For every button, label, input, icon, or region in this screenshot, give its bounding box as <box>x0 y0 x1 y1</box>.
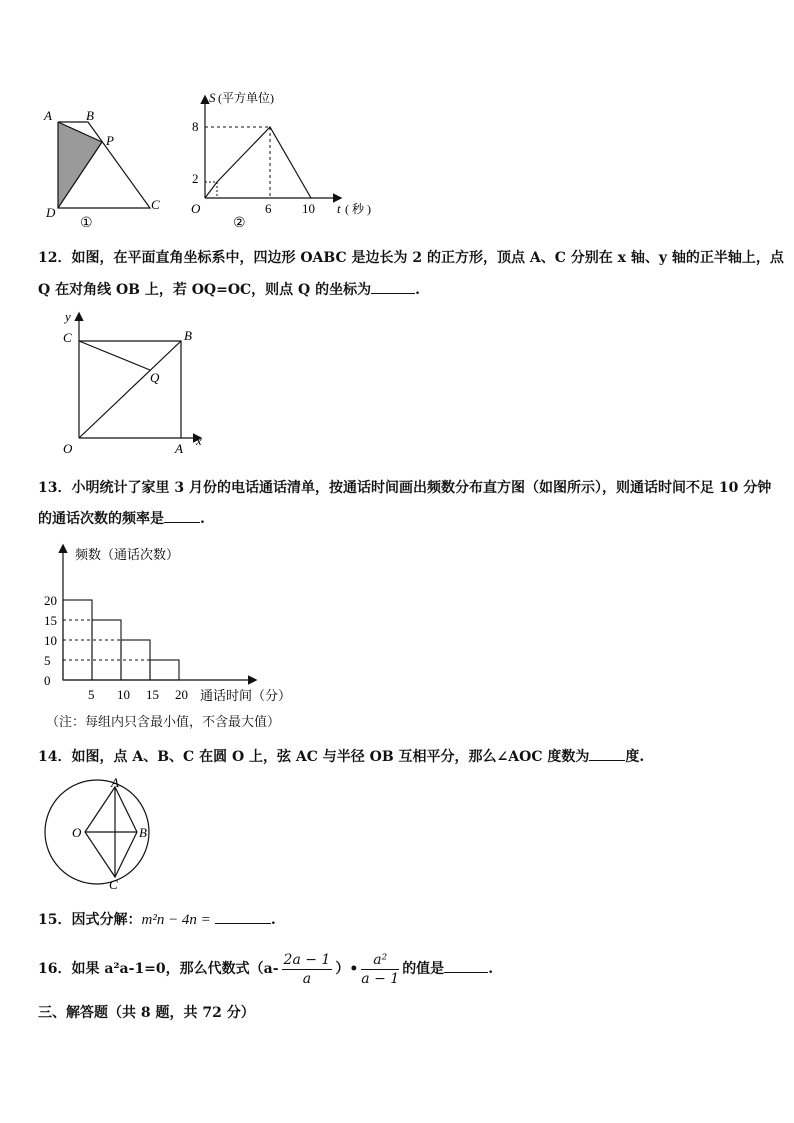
q15-expression: m²n − 4n = <box>141 912 211 928</box>
x-tick-label: 5 <box>88 687 95 702</box>
histogram-bar <box>150 660 179 680</box>
q16-frac1-den: a <box>302 970 312 987</box>
x-axis-label: 通话时间（分） <box>200 688 292 703</box>
section-3-heading: 三、解答题（共 8 题，共 72 分） <box>38 1005 255 1021</box>
q16-post: 的值是 <box>402 961 445 977</box>
q16-mid: ）• <box>335 961 359 977</box>
q14-answer-blank[interactable] <box>589 748 625 761</box>
diagonal-OB <box>79 341 181 438</box>
label-A: A <box>175 441 183 456</box>
axis-label-S: S <box>209 90 216 105</box>
tick-6: 6 <box>265 201 272 216</box>
q12-answer-blank[interactable] <box>371 281 415 294</box>
histogram-note: （注：每组内只含最小值，不含最大值） <box>46 715 281 730</box>
label-P: P <box>106 133 114 148</box>
label-B: B <box>139 825 147 840</box>
figure-circle-aoc <box>35 775 165 895</box>
q15-text: 15．因式分解： <box>38 912 142 928</box>
q15-line <box>38 910 276 930</box>
q16-answer-blank[interactable] <box>444 960 488 973</box>
caption-2: ② <box>233 216 246 231</box>
shaded-triangle <box>58 122 102 208</box>
label-C: C <box>151 197 160 212</box>
y-tick-label: 10 <box>44 633 57 648</box>
q12-line2 <box>38 280 420 300</box>
figure-square-oabc <box>55 308 215 458</box>
figure-trapezoid <box>40 105 180 235</box>
label-C: C <box>63 330 72 345</box>
q16-frac2-den: a − 1 <box>361 970 400 987</box>
q16-fraction-2 <box>361 951 399 988</box>
graph-line <box>205 127 311 198</box>
q12-line2-text: Q 在对角线 OB 上，若 OQ=OC，则点 Q 的坐标为 <box>38 282 372 298</box>
q13-line2 <box>38 509 205 529</box>
axis-label-t: t <box>337 201 341 216</box>
axis-unit-t: ( 秒 ) <box>345 202 371 216</box>
x-tick-label: 20 <box>175 687 188 702</box>
label-D: D <box>46 205 56 220</box>
label-Q: Q <box>150 370 160 385</box>
figure-s-t-graph <box>185 85 385 235</box>
q16-pre: 16．如果 a²a-1=0，那么代数式（a- <box>38 961 279 977</box>
axis-label-x: x <box>196 433 202 448</box>
label-O: O <box>63 441 73 456</box>
segment-CQ <box>79 341 150 370</box>
x-tick-label: 10 <box>117 687 130 702</box>
y-tick-label: 0 <box>44 673 51 688</box>
histogram-bar <box>92 620 121 680</box>
q16-frac1-num: 2a − 1 <box>283 951 331 968</box>
q16-fraction-1 <box>282 951 333 988</box>
q13-line2-text: 的通话次数的频率是 <box>38 511 164 527</box>
y-tick-label: 15 <box>44 613 57 628</box>
label-A: A <box>44 108 52 123</box>
histogram-chart <box>30 540 330 710</box>
y-tick-label: 20 <box>44 593 57 608</box>
q14-text: 14．如图，点 A、B、C 在圆 O 上，弦 AC 与半径 OB 互相平分，那么∠AOC 度数为 <box>38 749 590 765</box>
y-axis-label: 频数（通话次数） <box>75 547 180 562</box>
q12-end: . <box>415 282 420 298</box>
q16-end: . <box>488 961 494 977</box>
q13-end: . <box>200 511 205 527</box>
origin-O: O <box>191 201 201 216</box>
q13-answer-blank[interactable] <box>164 510 200 523</box>
tick-10: 10 <box>302 201 315 216</box>
tick-2: 2 <box>192 171 199 186</box>
y-tick-label: 5 <box>44 653 51 668</box>
label-C: C <box>109 877 118 892</box>
q12-line1: 12．如图，在平面直角坐标系中，四边形 OABC 是边长为 2 的正方形，顶点 A、C 分别在 x 轴、y 轴的正半轴上，点 <box>38 250 784 266</box>
label-B: B <box>86 108 94 123</box>
axis-unit-S: (平方单位) <box>218 91 274 105</box>
q16-frac2-num: a² <box>361 951 399 970</box>
q14-line <box>38 747 644 767</box>
tick-8: 8 <box>192 119 199 134</box>
x-tick-label: 15 <box>146 687 159 702</box>
q15-end: . <box>270 912 276 928</box>
label-O: O <box>72 825 82 840</box>
axis-label-y: y <box>65 309 71 324</box>
label-A: A <box>111 775 119 790</box>
q13-line1: 13．小明统计了家里 3 月份的电话通话清单，按通话时间画出频数分布直方图（如图所示），则通话时间不足 10 分钟 <box>38 480 772 496</box>
q15-answer-blank[interactable] <box>215 911 271 924</box>
q16-line <box>38 950 493 988</box>
q14-end: 度. <box>625 749 645 765</box>
caption-1: ① <box>80 216 93 231</box>
label-B: B <box>184 328 192 343</box>
